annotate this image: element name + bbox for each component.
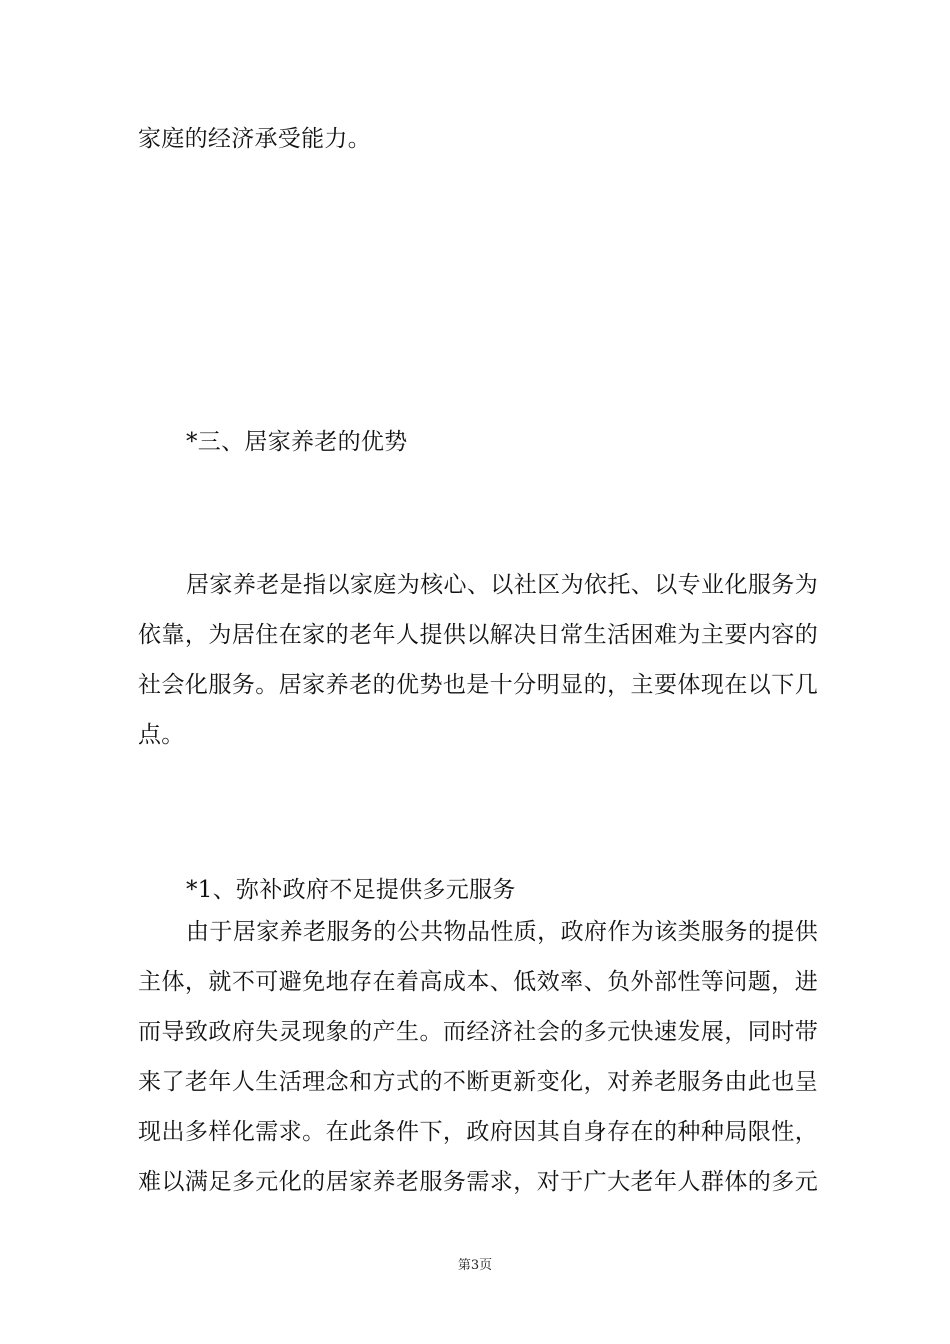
paragraph-1-line-3: 社会化服务。居家养老的优势也是十分明显的，主要体现在以下几 bbox=[138, 672, 818, 698]
paragraph-1-line-1: 居家养老是指以家庭为核心、以社区为依托、以专业化服务为 bbox=[186, 572, 818, 598]
paragraph-2-line-6: 难以满足多元化的居家养老服务需求，对于广大老年人群体的多元 bbox=[138, 1169, 818, 1195]
paragraph-1-line-4: 点。 bbox=[138, 722, 185, 748]
paragraph-2-line-1: 由于居家养老服务的公共物品性质，政府作为该类服务的提供 bbox=[186, 919, 818, 945]
paragraph-2-line-3: 而导致政府失灵现象的产生。而经济社会的多元快速发展，同时带 bbox=[138, 1019, 818, 1045]
intro-tail-text: 家庭的经济承受能力。 bbox=[138, 126, 371, 152]
paragraph-2-line-5: 现出多样化需求。在此条件下，政府因其自身存在的种种局限性， bbox=[138, 1119, 818, 1145]
page-number: 第3页 bbox=[457, 1258, 493, 1273]
section-heading: *三、居家养老的优势 bbox=[186, 429, 408, 455]
paragraph-1-line-2: 依靠，为居住在家的老年人提供以解决日常生活困难为主要内容的 bbox=[138, 622, 818, 648]
paragraph-2-line-4: 来了老年人生活理念和方式的不断更新变化，对养老服务由此也呈 bbox=[138, 1069, 818, 1095]
subheading-1: *1、弥补政府不足提供多元服务 bbox=[186, 877, 516, 903]
paragraph-2-line-2: 主体，就不可避免地存在着高成本、低效率、负外部性等问题，进 bbox=[138, 969, 818, 995]
